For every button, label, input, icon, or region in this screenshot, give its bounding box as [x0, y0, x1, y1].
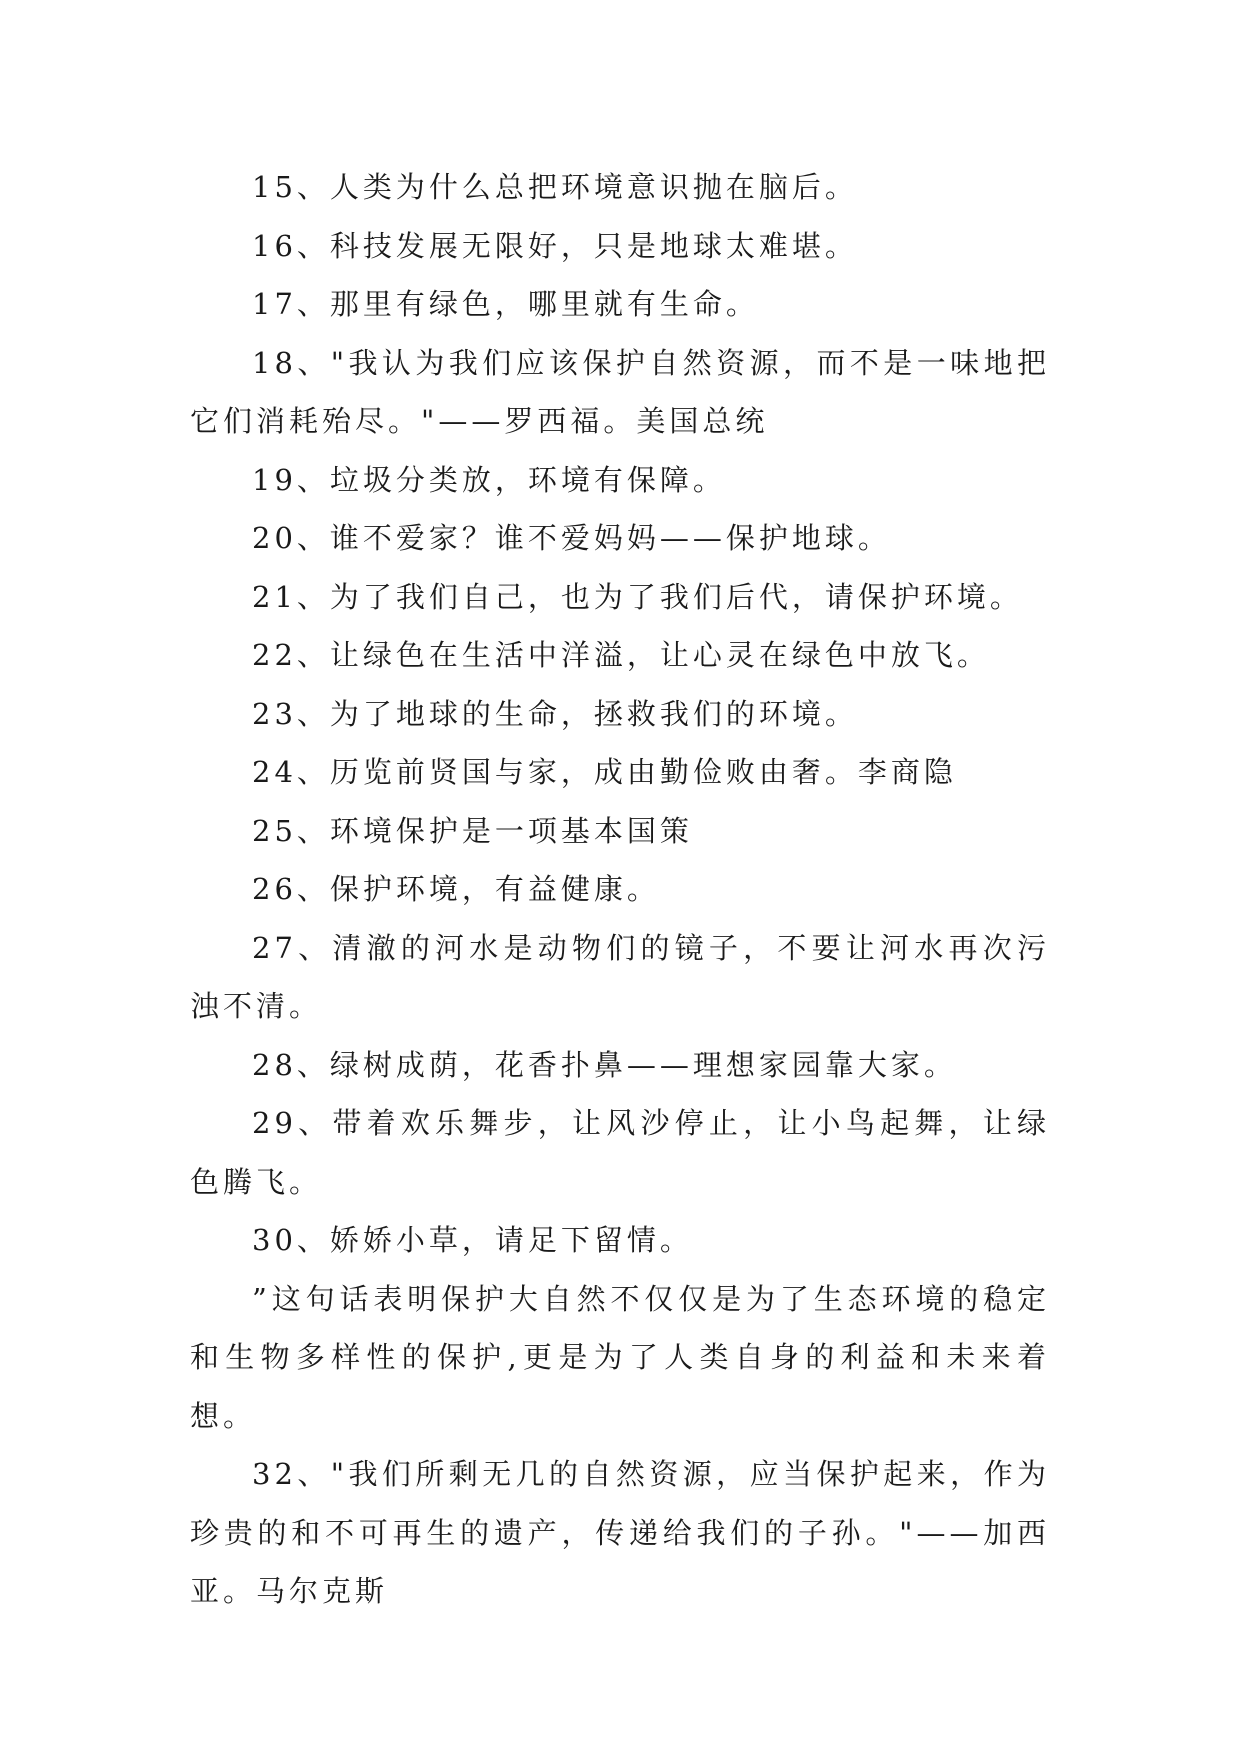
paragraph-17: 17、那里有绿色，哪里就有生命。 — [252, 287, 759, 321]
paragraph-23: 23、为了地球的生命，拯救我们的环境。 — [252, 696, 858, 731]
paragraph-15: 15、人类为什么总把环境意识抛在脑后。 — [252, 170, 858, 204]
paragraph-19: 19、垃圾分类放，环境有保障。 — [252, 462, 726, 497]
paragraph-24: 24、历览前贤国与家，成由勤俭败由奢。李商隐 — [252, 755, 957, 789]
paragraph-30: 30、娇娇小草，请足下留情。 — [252, 1223, 693, 1257]
paragraph-29: 29、带着欢乐舞步，让风沙停止，让小鸟起舞，让绿色腾飞。 — [190, 1106, 1050, 1199]
paragraph-32: 32、"我们所剩无几的自然资源，应当保护起来，作为珍贵的和不可再生的遗产，传递给我们的子孙。"——加西亚。马尔克斯 — [190, 1457, 1050, 1608]
paragraph-26: 26、保护环境，有益健康。 — [252, 872, 660, 906]
paragraph-22: 22、让绿色在生活中洋溢，让心灵在绿色中放飞。 — [252, 638, 990, 672]
document-body — [190, 158, 1050, 1621]
paragraph-21: 21、为了我们自己，也为了我们后代，请保护环境。 — [252, 579, 1023, 614]
paragraph-20: 20、谁不爱家？谁不爱妈妈——保护地球。 — [252, 521, 891, 555]
paragraph-18: 18、"我认为我们应该保护自然资源，而不是一味地把它们消耗殆尽。"——罗西福。美国总统 — [190, 345, 1050, 438]
paragraph-quote-note: ”这句话表明保护大自然不仅仅是为了生态环境的稳定和生物多样性的保护,更是为了人类自身的利益和未来着想。 — [190, 1281, 1050, 1433]
paragraph-25: 25、环境保护是一项基本国策 — [252, 813, 693, 848]
paragraph-28: 28、绿树成荫，花香扑鼻——理想家园靠大家。 — [252, 1047, 957, 1082]
paragraph-16: 16、科技发展无限好，只是地球太难堪。 — [252, 228, 858, 263]
paragraph-27: 27、清澈的河水是动物们的镜子，不要让河水再次污浊不清。 — [190, 930, 1050, 1023]
